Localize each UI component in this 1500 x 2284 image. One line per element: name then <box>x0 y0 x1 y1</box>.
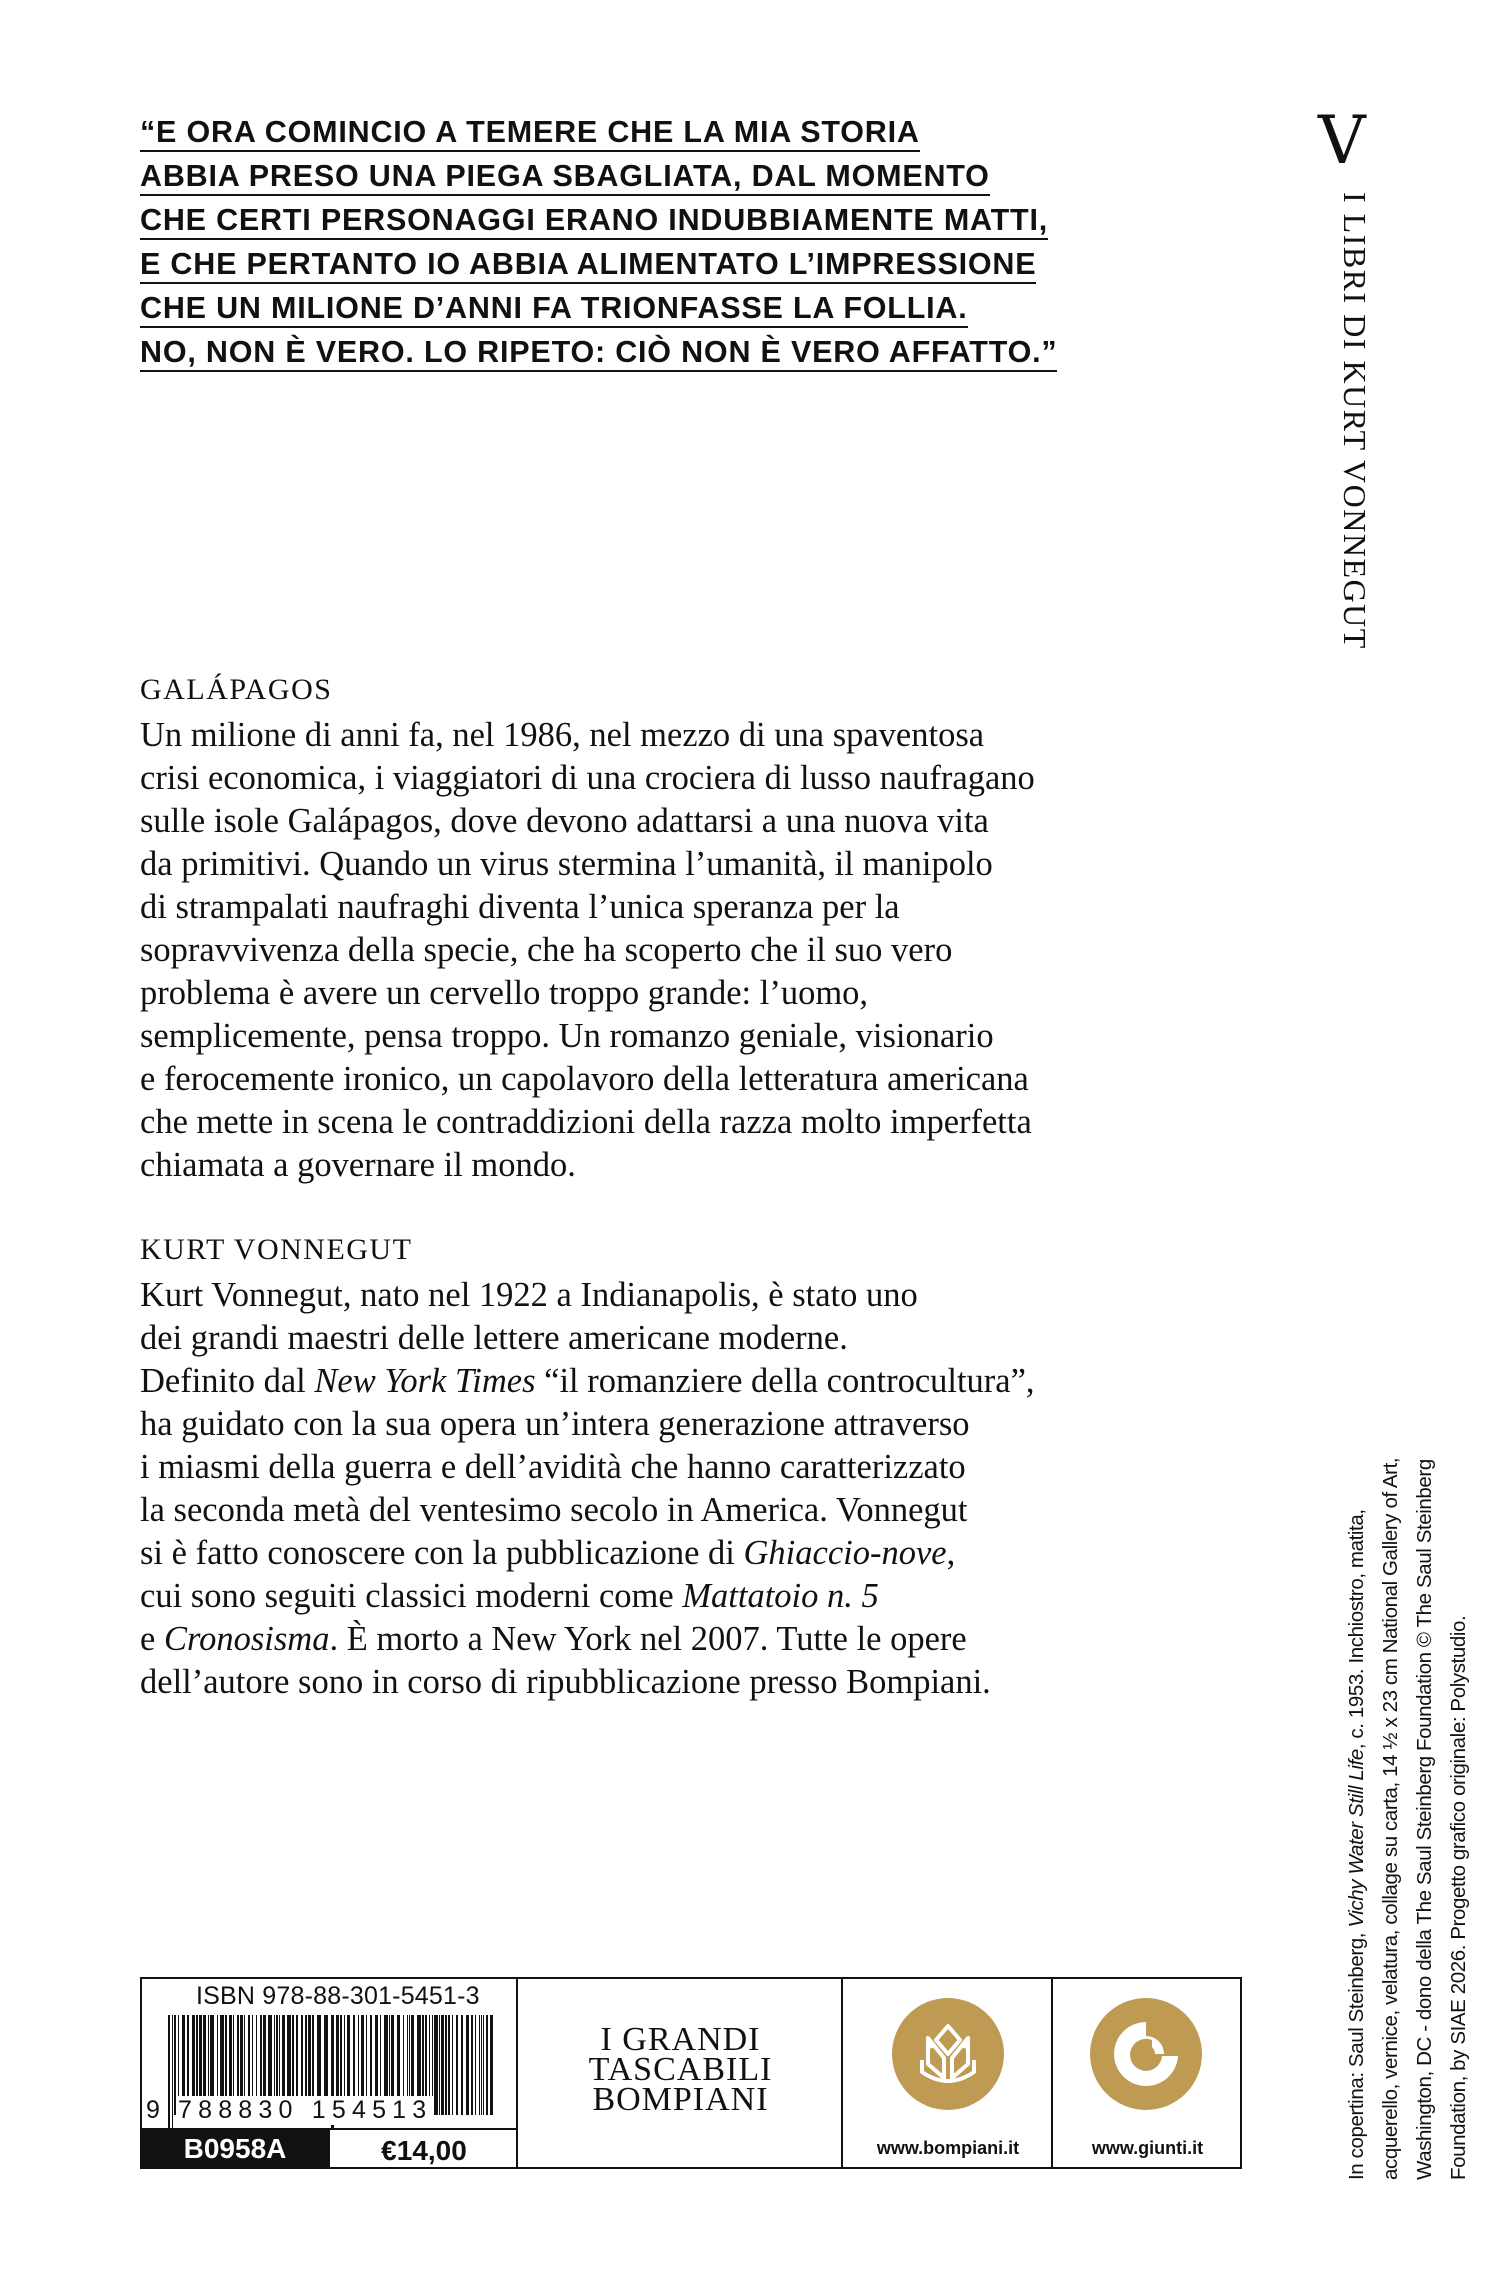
book-title-cronosisma: Cronosisma <box>163 1620 330 1658</box>
bio-line: la seconda metà del ventesimo secolo in America. Vonnegut <box>140 1491 968 1529</box>
bio-line: i miasmi della guerra e dell’avidità che hanno caratterizzato <box>140 1448 966 1486</box>
synopsis-line: problema è avere un cervello troppo grande: l’uomo, <box>140 974 869 1012</box>
back-cover-quote <box>140 110 1070 374</box>
bio-line: cui sono seguiti classici moderni come Mattatoio n. 5 <box>140 1577 879 1615</box>
newspaper-title: New York Times <box>314 1362 536 1400</box>
quote-line: ABBIA PRESO UNA PIEGA SBAGLIATA, DAL MOMENTO <box>140 154 1070 198</box>
giunti-url: www.giunti.it <box>1091 2138 1204 2158</box>
bio-line: e Cronosisma. È morto a New York nel 2007. Tutte le opere <box>140 1620 967 1658</box>
series-vertical-title: I LIBRI DI KURT VONNEGUT <box>1337 192 1373 650</box>
synopsis-line: e ferocemente ironico, un capolavoro della letteratura americana <box>140 1060 1029 1098</box>
synopsis-line: sopravvivenza della specie, che ha scoperto che il suo vero <box>140 931 953 969</box>
book-title-mattatoio: Mattatoio n. 5 <box>682 1577 879 1615</box>
ean-digits: 788830 154513 <box>178 2096 433 2124</box>
author-heading: KURT VONNEGUT <box>140 1233 413 1266</box>
bio-line: Kurt Vonnegut, nato nel 1922 a Indianapolis, è stato uno <box>140 1276 918 1314</box>
synopsis-line: crisi economica, i viaggiatori di una crociera di lusso naufragano <box>140 759 1035 797</box>
quote-line: E CHE PERTANTO IO ABBIA ALIMENTATO L’IMPRESSIONE <box>140 242 1070 286</box>
synopsis-line: semplicemente, pensa troppo. Un romanzo geniale, visionario <box>140 1017 994 1055</box>
bompiani-url: www.bompiani.it <box>876 2138 1020 2158</box>
credits-line: In copertina: Saul Steinberg, Vichy Water Still Life, c. 1953. Inchiostro, matita, <box>1345 1509 1368 2180</box>
bio-line: si è fatto conoscere con la pubblicazione di Ghiaccio-nove, <box>140 1534 956 1572</box>
artwork-title: Vichy Water Still Life <box>1345 1749 1368 1928</box>
synopsis-line: da primitivi. Quando un virus stermina l’umanità, il manipolo <box>140 845 993 883</box>
bio-line: ha guidato con la sua opera un’intera generazione attraverso <box>140 1405 970 1443</box>
synopsis-line: di strampalati naufraghi diventa l’unica speranza per la <box>140 888 900 926</box>
synopsis-line: Un milione di anni fa, nel 1986, nel mezzo di una spaventosa <box>140 716 985 754</box>
cover-credits <box>1340 1380 1480 2180</box>
bompiani-logo-icon <box>892 1998 1004 2110</box>
book-synopsis <box>140 714 1260 1187</box>
quote-line: CHE UN MILIONE D’ANNI FA TRIONFASSE LA FOLLIA. <box>140 286 1070 330</box>
product-code: B0958A <box>140 2128 330 2169</box>
quote-line: “E ORA COMINCIO A TEMERE CHE LA MIA STORIA <box>140 110 1070 154</box>
bio-line: dell’autore sono in corso di ripubblicazione presso Bompiani. <box>140 1663 991 1701</box>
price: €14,00 <box>330 2128 518 2169</box>
giunti-logo-icon <box>1090 1998 1202 2110</box>
series-v-logo: V <box>1318 102 1366 179</box>
credits-line: Foundation, by SIAE 2026. Progetto grafico originale: Polystudio. <box>1447 1615 1470 2180</box>
bio-line: dei grandi maestri delle lettere americane moderne. <box>140 1319 848 1357</box>
credits-line: acquerello, vernice, velatura, collage su carta, 14 ½ x 23 cm National Gallery of Art, <box>1379 1457 1402 2180</box>
isbn-number: ISBN 978-88-301-5451-3 <box>196 1982 480 2010</box>
series-name: I GRANDI TASCABILI BOMPIANI <box>588 2021 773 2118</box>
bio-line: Definito dal New York Times “il romanziere della controcultura”, <box>140 1362 1035 1400</box>
book-title-ghiaccio-nove: Ghiaccio-nove <box>743 1534 947 1572</box>
synopsis-line: sulle isole Galápagos, dove devono adattarsi a una nuova vita <box>140 802 989 840</box>
book-title-heading: GALÁPAGOS <box>140 673 333 706</box>
author-bio <box>140 1274 1260 1704</box>
ean-first-digit: 9 <box>146 2096 160 2124</box>
synopsis-line: che mette in scena le contraddizioni della razza molto imperfetta <box>140 1103 1032 1141</box>
quote-line: CHE CERTI PERSONAGGI ERANO INDUBBIAMENTE MATTI, <box>140 198 1070 242</box>
quote-line: NO, NON È VERO. LO RIPETO: CIÒ NON È VERO AFFATTO.” <box>140 330 1070 374</box>
credits-line: Washington, DC - dono della The Saul Steinberg Foundation © The Saul Steinberg <box>1413 1459 1436 2180</box>
synopsis-line: chiamata a governare il mondo. <box>140 1146 576 1184</box>
